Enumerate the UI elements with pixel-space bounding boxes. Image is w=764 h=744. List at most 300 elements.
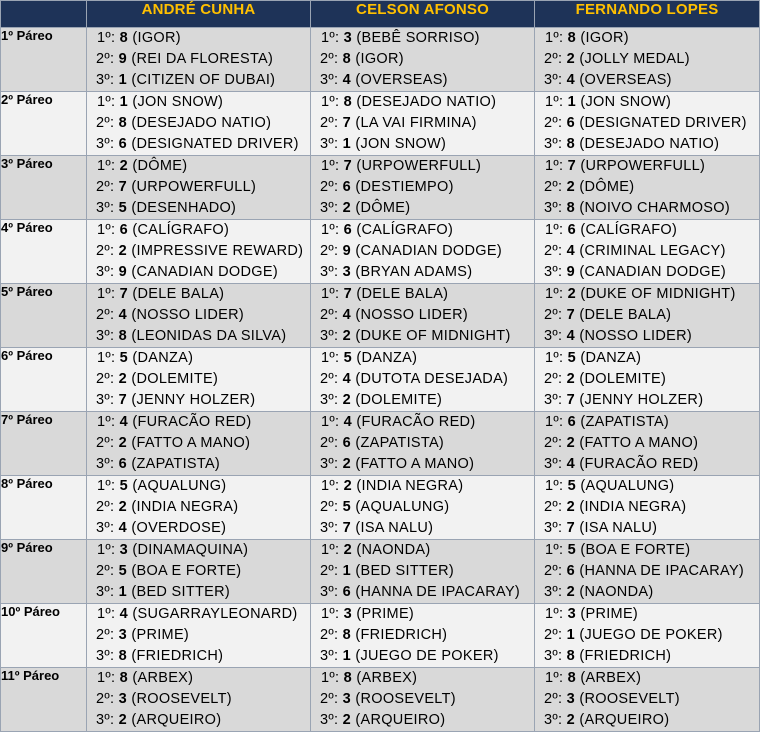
finish-position: 3º:: [544, 648, 563, 664]
horse-number: 5: [118, 200, 128, 216]
horse-name: (INDIA NEGRA): [579, 499, 687, 515]
horse-number: 2: [343, 542, 353, 558]
horse-number: 4: [566, 456, 576, 472]
header-corner: [1, 1, 87, 28]
horse-number: 8: [566, 200, 576, 216]
race-label: 4º Páreo: [1, 220, 87, 284]
finish-position: 1º:: [321, 94, 340, 110]
horse-number: 2: [118, 499, 128, 515]
finish-position: 2º:: [320, 563, 339, 579]
race-row: [1, 220, 760, 284]
pick-cell: [311, 604, 535, 668]
finish-position: 3º:: [320, 328, 339, 344]
pick-line: [311, 348, 534, 369]
pick-line: [87, 28, 310, 49]
finish-position: 3º:: [96, 328, 115, 344]
pick-line: [535, 305, 759, 326]
pick-line: [87, 518, 310, 539]
horse-name: (DOLEMITE): [355, 392, 443, 408]
horse-name: (FRIEDRICH): [579, 648, 672, 664]
finish-position: 1º:: [97, 286, 116, 302]
finish-position: 1º:: [321, 414, 340, 430]
horse-number: 4: [566, 243, 576, 259]
horse-number: 3: [118, 627, 128, 643]
horse-name: (ARBEX): [580, 670, 642, 686]
horse-name: (FRIEDRICH): [131, 648, 224, 664]
pick-line: [87, 92, 310, 113]
pick-cell: [535, 284, 760, 348]
horse-name: (BED SITTER): [355, 563, 455, 579]
finish-position: 1º:: [97, 94, 116, 110]
race-row: [1, 348, 760, 412]
horse-number: 4: [118, 520, 128, 536]
horse-number: 6: [342, 584, 352, 600]
finish-position: 1º:: [545, 350, 564, 366]
pick-line: [311, 646, 534, 667]
horse-name: (DANZA): [132, 350, 194, 366]
horse-name: (CANADIAN DODGE): [579, 264, 726, 280]
horse-number: 8: [342, 627, 352, 643]
horse-name: (DESIGNATED DRIVER): [579, 115, 747, 131]
horse-name: (ZAPATISTA): [355, 435, 445, 451]
horse-name: (CITIZEN OF DUBAI): [131, 72, 276, 88]
finish-position: 1º:: [321, 350, 340, 366]
horse-number: 8: [118, 648, 128, 664]
horse-name: (CANADIAN DODGE): [131, 264, 278, 280]
horse-number: 5: [567, 478, 577, 494]
horse-name: (JON SNOW): [580, 94, 672, 110]
finish-position: 1º:: [321, 286, 340, 302]
pick-line: [87, 113, 310, 134]
pick-line: [535, 134, 759, 155]
horse-number: 8: [566, 648, 576, 664]
finish-position: 1º:: [97, 414, 116, 430]
horse-name: (REI DA FLORESTA): [131, 51, 274, 67]
horse-name: (LA VAI FIRMINA): [355, 115, 477, 131]
horse-number: 6: [119, 222, 129, 238]
pick-line: [87, 582, 310, 603]
horse-number: 3: [342, 691, 352, 707]
horse-name: (AQUALUNG): [132, 478, 227, 494]
race-label: 9º Páreo: [1, 540, 87, 604]
pick-line: [535, 348, 759, 369]
horse-number: 9: [342, 243, 352, 259]
pick-line: [311, 241, 534, 262]
pick-line: [87, 70, 310, 91]
finish-position: 2º:: [320, 627, 339, 643]
horse-name: (FATTO A MANO): [579, 435, 699, 451]
horse-name: (AQUALUNG): [355, 499, 450, 515]
pick-line: [535, 561, 759, 582]
finish-position: 2º:: [320, 499, 339, 515]
finish-position: 2º:: [96, 435, 115, 451]
pick-line: [311, 113, 534, 134]
horse-name: (DESIGNATED DRIVER): [131, 136, 299, 152]
race-row: [1, 156, 760, 220]
horse-name: (CALÍGRAFO): [132, 222, 230, 238]
pick-line: [311, 369, 534, 390]
horse-number: 2: [343, 478, 353, 494]
pick-line: [87, 412, 310, 433]
finish-position: 3º:: [320, 72, 339, 88]
finish-position: 1º:: [545, 670, 564, 686]
pick-line: [311, 518, 534, 539]
pick-line: [311, 177, 534, 198]
race-row: [1, 412, 760, 476]
horse-number: 2: [342, 712, 352, 728]
horse-name: (NAONDA): [356, 542, 431, 558]
finish-position: 2º:: [96, 371, 115, 387]
horse-name: (DESTIEMPO): [355, 179, 454, 195]
pick-line: [87, 646, 310, 667]
finish-position: 3º:: [96, 136, 115, 152]
pick-cell: [87, 348, 311, 412]
finish-position: 2º:: [96, 499, 115, 515]
horse-number: 3: [567, 606, 577, 622]
horse-name: (JON SNOW): [355, 136, 447, 152]
pick-line: [87, 177, 310, 198]
horse-number: 7: [566, 307, 576, 323]
pick-line: [311, 326, 534, 347]
pick-cell: [535, 92, 760, 156]
horse-number: 5: [342, 499, 352, 515]
horse-name: (BEBÊ SORRISO): [356, 30, 480, 46]
pick-cell: [311, 476, 535, 540]
horse-number: 2: [118, 435, 128, 451]
finish-position: 2º:: [320, 371, 339, 387]
pick-line: [311, 668, 534, 689]
race-label: 7º Páreo: [1, 412, 87, 476]
horse-name: (JUEGO DE POKER): [579, 627, 723, 643]
pick-cell: [87, 156, 311, 220]
race-label: 3º Páreo: [1, 156, 87, 220]
horse-number: 1: [119, 94, 129, 110]
horse-name: (ISA NALU): [355, 520, 434, 536]
pick-line: [87, 561, 310, 582]
pick-cell: [535, 412, 760, 476]
horse-name: (ZAPATISTA): [131, 456, 221, 472]
finish-position: 2º:: [544, 179, 563, 195]
pick-cell: [535, 156, 760, 220]
finish-position: 1º:: [545, 606, 564, 622]
finish-position: 3º:: [544, 328, 563, 344]
finish-position: 2º:: [320, 51, 339, 67]
pick-line: [535, 582, 759, 603]
pick-cell: [535, 220, 760, 284]
horse-number: 7: [118, 179, 128, 195]
pick-line: [535, 518, 759, 539]
pick-line: [311, 390, 534, 411]
horse-number: 9: [118, 264, 128, 280]
race-label: 8º Páreo: [1, 476, 87, 540]
horse-number: 4: [566, 328, 576, 344]
horse-name: (URPOWERFULL): [131, 179, 257, 195]
horse-number: 1: [342, 136, 352, 152]
horse-number: 7: [343, 158, 353, 174]
finish-position: 3º:: [544, 456, 563, 472]
pick-line: [87, 262, 310, 283]
finish-position: 1º:: [545, 478, 564, 494]
finish-position: 2º:: [96, 307, 115, 323]
horse-name: (JENNY HOLZER): [579, 392, 704, 408]
horse-number: 5: [119, 350, 129, 366]
horse-name: (DUTOTA DESEJADA): [355, 371, 509, 387]
pick-line: [535, 646, 759, 667]
horse-name: (IGOR): [355, 51, 404, 67]
finish-position: 3º:: [320, 648, 339, 664]
horse-number: 1: [342, 648, 352, 664]
horse-number: 5: [119, 478, 129, 494]
finish-position: 2º:: [320, 115, 339, 131]
horse-number: 4: [342, 307, 352, 323]
finish-position: 2º:: [544, 627, 563, 643]
horse-number: 2: [342, 392, 352, 408]
finish-position: 1º:: [321, 606, 340, 622]
horse-name: (CALÍGRAFO): [580, 222, 678, 238]
pick-line: [87, 604, 310, 625]
finish-position: 3º:: [96, 264, 115, 280]
horse-name: (OVERSEAS): [355, 72, 448, 88]
pick-line: [311, 454, 534, 475]
pick-line: [311, 604, 534, 625]
horse-name: (HANNA DE IPACARAY): [355, 584, 521, 600]
horse-name: (IGOR): [132, 30, 181, 46]
horse-name: (IGOR): [580, 30, 629, 46]
horse-number: 3: [119, 542, 129, 558]
race-row: [1, 92, 760, 156]
finish-position: 3º:: [96, 456, 115, 472]
horse-number: 7: [343, 286, 353, 302]
horse-number: 2: [342, 328, 352, 344]
pick-line: [87, 497, 310, 518]
finish-position: 1º:: [545, 542, 564, 558]
pick-line: [87, 369, 310, 390]
pick-line: [311, 561, 534, 582]
pick-line: [535, 220, 759, 241]
horse-name: (DESENHADO): [131, 200, 237, 216]
horse-name: (DINAMAQUINA): [132, 542, 249, 558]
horse-number: 7: [342, 520, 352, 536]
horse-number: 3: [566, 691, 576, 707]
horse-name: (OVERSEAS): [579, 72, 672, 88]
pick-line: [311, 582, 534, 603]
pick-line: [535, 28, 759, 49]
horse-number: 2: [118, 371, 128, 387]
horse-number: 6: [566, 115, 576, 131]
horse-number: 2: [566, 712, 576, 728]
horse-name: (ARQUEIRO): [131, 712, 222, 728]
horse-number: 2: [566, 179, 576, 195]
finish-position: 3º:: [544, 520, 563, 536]
pick-line: [535, 326, 759, 347]
finish-position: 2º:: [96, 627, 115, 643]
pick-line: [87, 348, 310, 369]
finish-position: 2º:: [544, 435, 563, 451]
pick-line: [87, 156, 310, 177]
horse-number: 8: [566, 136, 576, 152]
finish-position: 3º:: [320, 392, 339, 408]
finish-position: 1º:: [321, 542, 340, 558]
pick-line: [87, 668, 310, 689]
pick-cell: [311, 412, 535, 476]
finish-position: 1º:: [97, 158, 116, 174]
horse-name: (FURACÃO RED): [356, 414, 476, 430]
horse-number: 6: [567, 222, 577, 238]
horse-number: 6: [343, 222, 353, 238]
finish-position: 1º:: [545, 222, 564, 238]
horse-number: 4: [342, 72, 352, 88]
horse-name: (NOSSO LIDER): [579, 328, 693, 344]
finish-position: 1º:: [97, 606, 116, 622]
finish-position: 2º:: [96, 563, 115, 579]
pick-line: [535, 497, 759, 518]
horse-name: (PRIME): [131, 627, 190, 643]
pick-line: [87, 49, 310, 70]
finish-position: 2º:: [96, 115, 115, 131]
horse-name: (DÔME): [355, 200, 411, 216]
pick-line: [535, 198, 759, 219]
horse-number: 2: [119, 158, 129, 174]
pick-line: [311, 262, 534, 283]
horse-name: (DESEJADO NATIO): [579, 136, 720, 152]
horse-name: (BED SITTER): [131, 584, 231, 600]
horse-number: 8: [118, 328, 128, 344]
finish-position: 1º:: [545, 414, 564, 430]
finish-position: 2º:: [96, 51, 115, 67]
pick-line: [311, 540, 534, 561]
finish-position: 3º:: [544, 136, 563, 152]
pick-line: [311, 689, 534, 710]
horse-name: (URPOWERFULL): [580, 158, 706, 174]
finish-position: 2º:: [96, 243, 115, 259]
horse-number: 7: [118, 392, 128, 408]
finish-position: 3º:: [96, 392, 115, 408]
horse-name: (CANADIAN DODGE): [355, 243, 502, 259]
pick-line: [87, 241, 310, 262]
pick-line: [535, 625, 759, 646]
pick-cell: [311, 348, 535, 412]
horse-name: (CRIMINAL LEGACY): [579, 243, 726, 259]
pick-line: [87, 134, 310, 155]
pick-cell: [535, 668, 760, 732]
horse-name: (DANZA): [356, 350, 418, 366]
horse-number: 1: [342, 563, 352, 579]
pick-line: [535, 241, 759, 262]
finish-position: 2º:: [320, 243, 339, 259]
finish-position: 1º:: [97, 478, 116, 494]
horse-name: (NOSSO LIDER): [355, 307, 469, 323]
horse-name: (NAONDA): [579, 584, 654, 600]
pick-cell: [87, 412, 311, 476]
horse-number: 3: [343, 606, 353, 622]
finish-position: 3º:: [544, 712, 563, 728]
pick-cell: [535, 348, 760, 412]
horse-number: 2: [118, 243, 128, 259]
pick-line: [87, 220, 310, 241]
horse-number: 3: [343, 30, 353, 46]
finish-position: 2º:: [544, 115, 563, 131]
horse-name: (JUEGO DE POKER): [355, 648, 499, 664]
pick-line: [535, 70, 759, 91]
horse-name: (DELE BALA): [579, 307, 672, 323]
race-label: 2º Páreo: [1, 92, 87, 156]
tipster-header: CELSON AFONSO: [311, 1, 535, 28]
horse-number: 8: [118, 115, 128, 131]
horse-number: 2: [342, 456, 352, 472]
pick-line: [311, 134, 534, 155]
horse-number: 9: [566, 264, 576, 280]
horse-name: (ROOSEVELT): [355, 691, 456, 707]
horse-name: (ARBEX): [356, 670, 418, 686]
horse-number: 2: [118, 712, 128, 728]
finish-position: 2º:: [544, 307, 563, 323]
horse-name: (DUKE OF MIDNIGHT): [355, 328, 511, 344]
race-row: [1, 476, 760, 540]
finish-position: 1º:: [321, 222, 340, 238]
pick-cell: [87, 220, 311, 284]
finish-position: 1º:: [97, 30, 116, 46]
horse-number: 8: [342, 51, 352, 67]
finish-position: 1º:: [321, 158, 340, 174]
horse-number: 6: [566, 563, 576, 579]
horse-number: 5: [567, 542, 577, 558]
pick-line: [535, 433, 759, 454]
horse-name: (DUKE OF MIDNIGHT): [580, 286, 736, 302]
finish-position: 3º:: [96, 200, 115, 216]
pick-line: [311, 284, 534, 305]
race-row: [1, 668, 760, 732]
pick-line: [87, 540, 310, 561]
finish-position: 3º:: [96, 712, 115, 728]
pick-line: [311, 28, 534, 49]
finish-position: 3º:: [320, 264, 339, 280]
horse-name: (PRIME): [356, 606, 415, 622]
horse-number: 1: [118, 72, 128, 88]
finish-position: 3º:: [320, 200, 339, 216]
finish-position: 2º:: [544, 499, 563, 515]
horse-number: 3: [118, 691, 128, 707]
finish-position: 1º:: [97, 222, 116, 238]
pick-cell: [87, 540, 311, 604]
finish-position: 1º:: [321, 478, 340, 494]
pick-line: [535, 689, 759, 710]
horse-name: (FATTO A MANO): [355, 456, 475, 472]
horse-number: 8: [119, 30, 129, 46]
finish-position: 2º:: [320, 435, 339, 451]
finish-position: 1º:: [545, 286, 564, 302]
pick-cell: [311, 220, 535, 284]
pick-line: [535, 369, 759, 390]
pick-line: [311, 497, 534, 518]
horse-number: 5: [118, 563, 128, 579]
finish-position: 1º:: [321, 670, 340, 686]
pick-line: [87, 284, 310, 305]
finish-position: 1º:: [321, 30, 340, 46]
pick-cell: [311, 92, 535, 156]
finish-position: 3º:: [320, 456, 339, 472]
finish-position: 2º:: [320, 179, 339, 195]
horse-name: (ROOSEVELT): [579, 691, 680, 707]
finish-position: 3º:: [96, 520, 115, 536]
horse-name: (ARQUEIRO): [355, 712, 446, 728]
finish-position: 2º:: [96, 691, 115, 707]
horse-number: 8: [343, 670, 353, 686]
horse-name: (BOA E FORTE): [131, 563, 242, 579]
horse-name: (DANZA): [580, 350, 642, 366]
horse-number: 1: [567, 94, 577, 110]
horse-name: (ISA NALU): [579, 520, 658, 536]
horse-number: 1: [118, 584, 128, 600]
